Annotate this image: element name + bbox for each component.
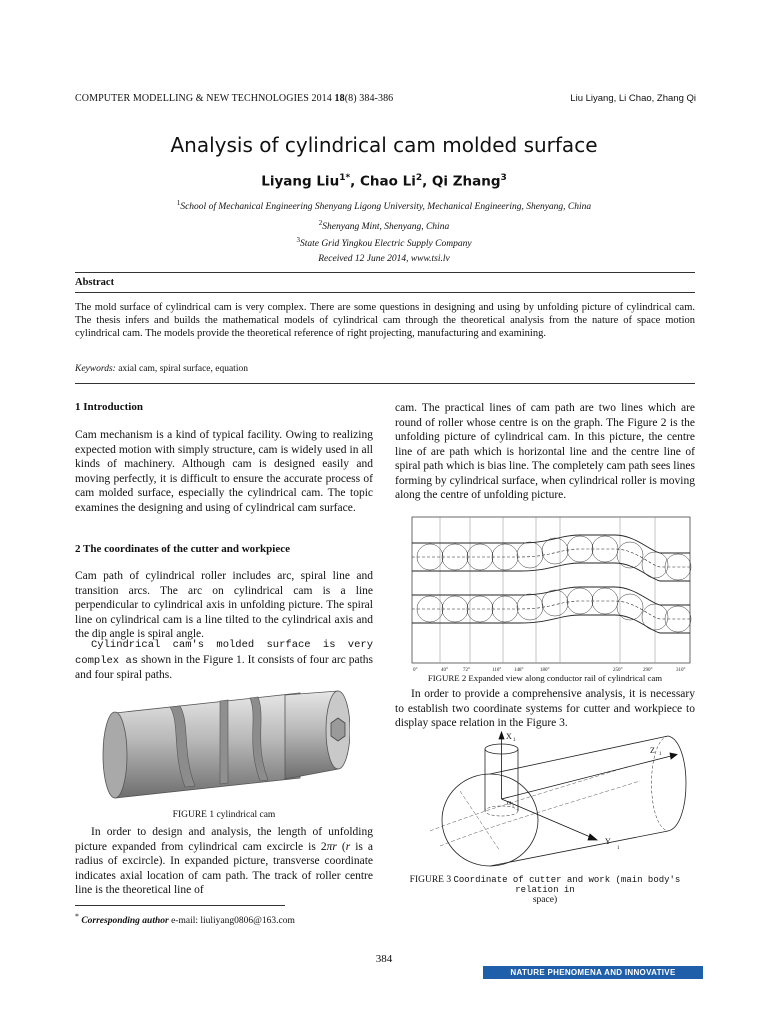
fig2-tick-7: 290°: [643, 668, 653, 673]
fig3-axis-z-sub: 1: [659, 752, 662, 757]
divider-bottom: [75, 383, 695, 384]
affiliation-3: [0, 236, 768, 249]
page-number: 384: [375, 953, 393, 965]
divider-top: [75, 272, 695, 273]
section-1-heading: 1 Introduction: [75, 401, 143, 413]
journal-header: [75, 93, 393, 104]
section-2-para-2-text: shown in the Figure 1. It consists of four arc paths and four spiral paths.: [75, 653, 374, 681]
fig2-tick-6: 250°: [613, 668, 623, 673]
footnote-label: Corresponding author: [78, 916, 169, 927]
author-1: Liyang Liu: [261, 173, 340, 190]
section-2-mono-text: Cylindrical cam's molded surface is very complex as: [75, 639, 373, 667]
journal-banner: NATURE PHENOMENA AND INNOVATIVE ENGINEERING: [483, 966, 703, 979]
fig3-caption-prefix: FIGURE 3: [409, 875, 454, 885]
fig2-tick-3: 110°: [492, 668, 502, 673]
abstract-heading: Abstract: [75, 277, 115, 288]
keywords-text: axial cam, spiral surface, equation: [115, 364, 248, 374]
footnote-divider: [75, 905, 285, 906]
para-3-a: In order to design and analysis, the length of unfolding picture expanded from cylindrical cam excircle is 2: [75, 826, 373, 853]
paper-title: Analysis of cylindrical cam molded surface: [170, 133, 598, 157]
para-3-c: is a radius of excircle). In expanded picture, transverse coordinate indicates axial location of cam path. The track of roller centre line is the theoretical line of: [75, 840, 373, 896]
right-para-2-text: In order to provide a comprehensive analysis, it is necessary to establish two coordinate systems for cutter and workpiece to display space relation in the Figure 3.: [395, 688, 695, 729]
journal-name: COMPUTER MODELLING & NEW TECHNOLOGIES 2014: [75, 93, 335, 104]
fig3-axis-y-sub: 1: [617, 846, 620, 851]
affiliation-1-sup: 1: [176, 199, 181, 207]
fig3-axis-x-sub: 1: [513, 738, 516, 743]
fig3-caption-mono: Coordinate of cutter and work (main body's relation in: [453, 875, 681, 895]
figure-3-coordinate-systems: [400, 731, 690, 871]
fig3-axis-y: Y: [605, 837, 611, 846]
fig2-tick-1: 40°: [441, 668, 448, 673]
author-2-sup: 2: [415, 173, 423, 183]
author-list: [0, 173, 768, 190]
fig2-tick-5: 180°: [540, 668, 550, 673]
affiliation-2: [0, 219, 768, 232]
fig3-caption-end: space): [532, 895, 558, 905]
author-3-sup: 3: [500, 173, 507, 183]
divider-abstract: [75, 292, 695, 293]
affiliation-1: [0, 199, 768, 212]
header-authors: Liu Liyang, Li Chao, Zhang Qi: [570, 93, 696, 104]
figure-2-caption: FIGURE 2 Expanded view along conductor rail of cylindrical cam: [427, 673, 663, 683]
author-2: , Chao Li: [350, 173, 416, 190]
affiliation-1-text: School of Mechanical Engineering Shenyang Ligong University, Mechanical Engineering, Shenyang, China: [180, 202, 592, 213]
fig3-origin-sub: 1: [512, 803, 514, 808]
fig3-axis-x: X: [506, 732, 512, 741]
section-2-paragraph-3: [75, 825, 373, 898]
affiliation-3-sup: 3: [296, 236, 300, 244]
journal-volume: 18: [334, 93, 345, 104]
section-2-paragraph-2: [75, 637, 373, 683]
fig2-tick-0: 0°: [413, 668, 418, 673]
author-3: , Qi Zhang: [422, 173, 501, 190]
fig3-origin: O: [507, 801, 512, 807]
author-1-sup: 1*: [339, 173, 351, 183]
para-3-r: r: [345, 840, 351, 853]
footnote-email: e-mail: liuliyang0806@163.com: [168, 916, 295, 927]
fig2-tick-4: 148°: [514, 668, 524, 673]
journal-issue-pages: (8) 384-386: [344, 93, 394, 104]
figure-1-caption: FIGURE 1 cylindrical cam: [172, 810, 276, 820]
footnote: [75, 912, 295, 926]
section-1-paragraph: Cam mechanism is a kind of typical facility. Owing to realizing expected motion with simply structure, cam is widely used in all kinds of machinery. Although cam is designed easily and moving perfectly, it is difficult to ensure the accurate process of cam molded surface, especially the cylindrical cam. The topic examines the designing and using of cylindrical cam surface.: [75, 429, 373, 514]
fig2-tick-8: 310°: [676, 668, 686, 673]
section-2-heading: 2 The coordinates of the cutter and workpiece: [75, 543, 290, 555]
section-2-paragraph: Cam path of cylindrical roller includes arc, spiral line and transition arcs. The arc on cylindrical cam is a line perpendicular to cylindrical axis in unfolding picture. The spiral line on cylindrical cam is a line tilted to the cylindrical axis and the dip angle is spiral angle.: [75, 570, 373, 640]
fig2-tick-2: 72°: [463, 668, 470, 673]
right-column-paragraph-2: [395, 687, 695, 731]
right-column-paragraph-1: cam. The practical lines of cam path are two lines which are round of roller whose centre is on the graph. The Figure 2 is the unfolding picture of cylindrical cam. In this picture, the centre line of are path which is horizontal line and the centre line of spiral path which is bias line. The completely cam path sees lines forming by cylindrical surface, when cylindrical roller is moving along the centre of unfolding picture.: [395, 402, 695, 501]
figure-1-cylindrical-cam: [100, 683, 350, 805]
keywords: [75, 364, 248, 374]
affiliation-2-sup: 2: [318, 219, 323, 227]
para-3-b: (: [336, 840, 346, 853]
figure-2-unfolded-cam: [410, 513, 695, 675]
fig3-axis-z: Z: [650, 746, 655, 755]
keywords-label: Keywords:: [75, 364, 116, 374]
footnote-mark: *: [75, 912, 79, 921]
abstract-text: The mold surface of cylindrical cam is very complex. There are some questions in designing and using by unfolding picture of cylindrical cam. The thesis infers and builds the mathematical models of cylindrical cam through the theoretical analysis from the nature of space motion cylindrical cam. The models provide the theoretical reference of right projecting, manufacturing and examining.: [75, 302, 695, 339]
affiliation-3-text: State Grid Yingkou Electric Supply Company: [299, 239, 472, 250]
para-3-pi-r: πr: [326, 840, 337, 853]
received-date: Received 12 June 2014, www.tsi.lv: [318, 254, 450, 264]
figure-3-caption: [395, 875, 695, 905]
affiliation-2-text: Shenyang Mint, Shenyang, China: [322, 222, 450, 233]
